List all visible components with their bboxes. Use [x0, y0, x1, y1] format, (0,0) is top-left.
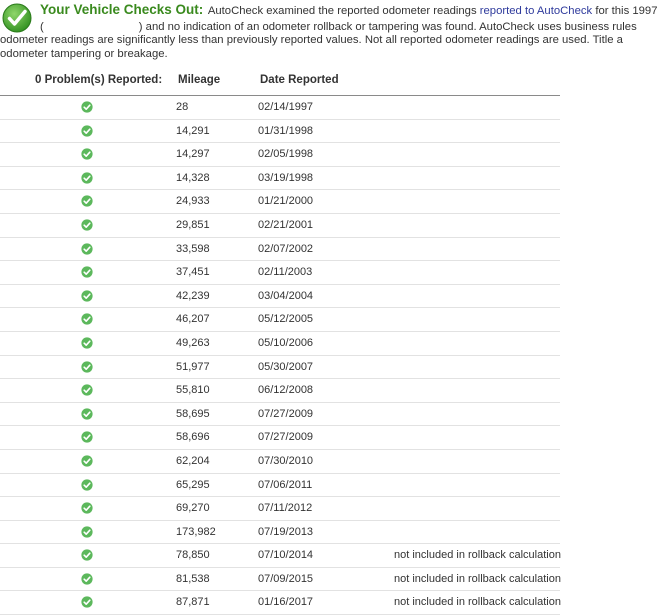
check-circle-icon	[81, 431, 93, 443]
date-reported-value: 02/14/1997	[258, 101, 314, 113]
date-reported-value: 02/11/2003	[258, 266, 313, 279]
date-reported-value: 07/30/2010	[258, 454, 314, 467]
summary-line-1	[40, 2, 657, 20]
check-circle-icon	[81, 526, 93, 538]
mileage-value: 14,291	[176, 124, 210, 137]
date-reported-value: 05/10/2006	[258, 336, 314, 349]
table-row	[0, 285, 560, 309]
odometer-summary-header	[0, 0, 657, 70]
mileage-value: 14,328	[176, 171, 210, 184]
table-row	[0, 120, 560, 144]
check-circle-icon	[81, 195, 93, 207]
summary-line-3: odometer readings are significantly less than previously reported values. Not all reported odometer readings are used. Title a	[0, 34, 623, 46]
check-circle-icon	[81, 266, 93, 278]
large-check-circle-icon	[2, 1, 32, 35]
check-circle-icon	[81, 337, 93, 349]
table-row	[0, 190, 560, 214]
mileage-value: 51,977	[176, 360, 210, 373]
date-reported-value: 01/31/1998	[258, 124, 314, 137]
table-row	[0, 450, 560, 474]
table-row	[0, 426, 560, 450]
table-row	[0, 591, 560, 615]
date-reported-header: Date Reported	[260, 74, 339, 86]
date-reported-value: 07/27/2009	[258, 431, 314, 444]
mileage-value: 62,204	[176, 454, 210, 467]
summary-line2-prefix: (	[40, 20, 44, 33]
date-reported-value: 05/12/2005	[258, 313, 314, 326]
date-reported-value: 02/05/1998	[258, 148, 314, 161]
date-reported-value: 07/19/2013	[258, 525, 314, 538]
check-circle-icon	[81, 573, 93, 585]
mileage-value: 87,871	[176, 596, 210, 609]
mileage-value: 24,933	[176, 195, 210, 208]
mileage-value: 29,851	[176, 218, 210, 231]
mileage-value: 78,850	[176, 549, 210, 562]
mileage-header: Mileage	[178, 74, 221, 86]
check-circle-icon	[81, 290, 93, 302]
date-reported-value: 07/27/2009	[258, 407, 314, 420]
mileage-value: 65,295	[176, 478, 210, 491]
summary-text-part2: for this 1997	[595, 5, 657, 17]
check-circle-icon	[81, 125, 93, 137]
table-row	[0, 332, 560, 356]
check-circle-icon	[81, 455, 93, 467]
reported-to-autocheck-link[interactable]: reported to AutoCheck	[479, 5, 593, 17]
rollback-note: not included in rollback calculation	[394, 572, 561, 585]
rollback-note: not included in rollback calculation	[394, 596, 561, 609]
date-reported-value: 07/10/2014	[258, 549, 314, 562]
mileage-value: 28	[176, 101, 189, 113]
mileage-value: 46,207	[176, 313, 210, 326]
table-row	[0, 96, 560, 120]
table-row	[0, 403, 560, 427]
table-row	[0, 214, 560, 238]
table-row	[0, 356, 560, 380]
date-reported-value: 07/06/2011	[258, 478, 313, 491]
table-row	[0, 497, 560, 521]
rollback-note: not included in rollback calculation	[394, 549, 561, 562]
mileage-value: 55,810	[176, 384, 210, 397]
problems-reported-header: 0 Problem(s) Reported:	[35, 74, 163, 86]
date-reported-value: 01/21/2000	[258, 195, 314, 208]
table-row	[0, 308, 560, 332]
mileage-value: 173,982	[176, 525, 216, 538]
table-row	[0, 568, 560, 592]
date-reported-value: 01/16/2017	[258, 596, 314, 609]
check-circle-icon	[81, 502, 93, 514]
table-row	[0, 379, 560, 403]
check-circle-icon	[81, 479, 93, 491]
odometer-readings-table	[0, 96, 560, 615]
check-circle-icon	[81, 549, 93, 561]
check-circle-icon	[81, 101, 93, 113]
summary-text-part1: AutoCheck examined the reported odometer readings	[207, 5, 477, 17]
check-circle-icon	[81, 172, 93, 184]
check-circle-icon	[81, 596, 93, 608]
mileage-value: 37,451	[176, 266, 210, 279]
mileage-value: 42,239	[176, 289, 210, 302]
check-circle-icon	[81, 361, 93, 373]
summary-line2-rest: ) and no indication of an odometer rollback or tampering was found. AutoCheck uses business rules	[138, 20, 637, 33]
date-reported-value: 02/21/2001	[258, 218, 314, 231]
mileage-value: 81,538	[176, 572, 210, 585]
date-reported-value: 03/19/1998	[258, 171, 314, 184]
check-circle-icon	[81, 243, 93, 255]
date-reported-value: 03/04/2004	[258, 289, 314, 302]
date-reported-value: 05/30/2007	[258, 360, 314, 373]
date-reported-value: 07/09/2015	[258, 572, 314, 585]
date-reported-value: 07/11/2012	[258, 502, 313, 515]
mileage-value: 69,270	[176, 502, 210, 515]
summary-line-4: odometer tampering or breakage.	[0, 48, 168, 60]
mileage-value: 49,263	[176, 336, 210, 349]
check-circle-icon	[81, 408, 93, 420]
mileage-value: 58,695	[176, 407, 210, 420]
mileage-value: 14,297	[176, 148, 210, 161]
mileage-value: 58,696	[176, 431, 210, 444]
vehicle-checks-out-title: Your Vehicle Checks Out:	[40, 2, 204, 17]
mileage-value: 33,598	[176, 242, 210, 255]
check-circle-icon	[81, 313, 93, 325]
check-circle-icon	[81, 219, 93, 231]
table-row	[0, 544, 560, 568]
table-row	[0, 167, 560, 191]
table-row	[0, 521, 560, 545]
date-reported-value: 02/07/2002	[258, 242, 314, 255]
summary-text	[40, 2, 657, 35]
date-reported-value: 06/12/2008	[258, 384, 314, 397]
check-circle-icon	[81, 384, 93, 396]
check-circle-icon	[81, 148, 93, 160]
table-row	[0, 143, 560, 167]
table-row	[0, 238, 560, 262]
table-row	[0, 474, 560, 498]
table-row	[0, 261, 560, 285]
